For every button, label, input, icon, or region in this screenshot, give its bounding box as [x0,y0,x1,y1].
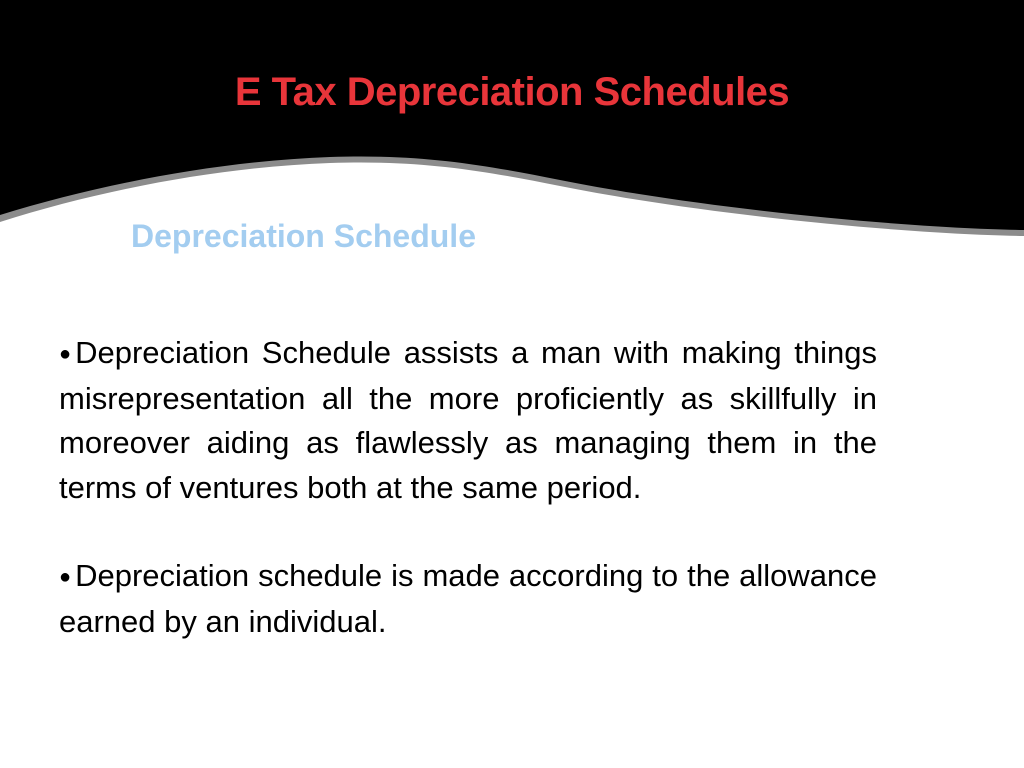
bullet-text: Depreciation Schedule assists a man with making things misrepresentation all the more proficiently as skillfully in moreover aiding as flawlessly as managing them in the terms of ventures both at the same period. [59,335,877,505]
bullet-list [59,331,877,688]
section-subtitle: Depreciation Schedule [131,218,476,254]
bullet-dot-icon: ● [59,343,72,365]
bullet-dot-icon: ● [59,566,72,588]
bullet-item [59,331,877,510]
banner-shape [0,0,1024,230]
bullet-text: Depreciation schedule is made according to the allowance earned by an individual. [59,558,877,639]
bullet-item [59,554,877,644]
header-banner [0,0,1024,240]
slide-title: E Tax Depreciation Schedules [234,70,790,114]
